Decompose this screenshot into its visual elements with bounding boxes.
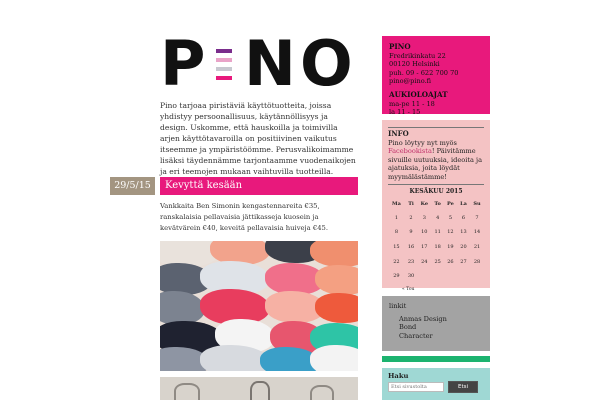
search-box (382, 368, 490, 400)
links-box (382, 296, 490, 351)
calendar-week (388, 255, 484, 270)
email-line[interactable]: pino@pino.fi (389, 77, 432, 86)
address-line: Fredrikinkatu 22 (389, 51, 446, 60)
calendar-day: 18 (434, 243, 441, 250)
shoes-photo[interactable] (160, 241, 358, 371)
calendar-day: 13 (460, 229, 467, 236)
calendar-day: 25 (434, 258, 441, 265)
calendar-day: 14 (473, 229, 481, 236)
facebook-link[interactable]: Facebookista (388, 147, 432, 156)
calendar (388, 198, 484, 284)
calendar-day: 11 (434, 229, 441, 236)
calendar-title: KESÄKUU 2015 (409, 187, 463, 195)
calendar-weekday: Su (473, 201, 481, 208)
intro-text: Pino tarjoaa piristäviä käyttötuotteita, joissa yhdistyy persoonallisuus, käytännöllisyys ja design. Uskomme, että hauskoilla ja toimivilla arjen käyttötavaroilla on positiivinen vaikutus itseemme ja ympäristöömme. Perusvalikoimamme lisäksi täydennämme tarjontaamme vuodenaikojen ja eri teemojen mukaan vaihtuvilla tuotteilla. (160, 101, 356, 176)
post-body: Vankkaita Ben Simonin kengastennareita €35, ranskalaisia pellavaisia jättikasseja kuosein ja kevätvärein €40, keveitä pellavaisia huiveja €45. (160, 202, 329, 232)
contact-title: PINO (389, 42, 411, 51)
calendar-day: 29 (393, 273, 400, 280)
post-date: 29/5/15 (110, 177, 155, 195)
calendar-weekday: Ma (392, 201, 401, 208)
calendar-week (388, 211, 484, 226)
calendar-day: 22 (393, 258, 400, 265)
calendar-day: 28 (473, 258, 481, 265)
info-text-after: ! Päivitämme sivuille uutuuksia, ideoita ja ajatuksia, joita löydät myymälästämme! (388, 147, 482, 181)
bags-photo[interactable] (160, 377, 358, 400)
hours-saturday: la 11 - 15 (389, 108, 421, 117)
calendar-weekday: La (460, 201, 467, 208)
calendar-day: 6 (461, 214, 466, 221)
info-text-before: Pino löytyy nyt myös (388, 138, 457, 147)
calendar-day: 4 (436, 214, 440, 221)
divider (388, 127, 484, 128)
calendar-day: 30 (407, 273, 415, 280)
logo-letter-p: P (160, 27, 206, 100)
calendar-day: 20 (460, 243, 467, 250)
calendar-week (388, 269, 484, 284)
link-bond[interactable]: Bond (399, 323, 417, 332)
logo-bar (216, 58, 232, 62)
calendar-week (388, 240, 484, 255)
calendar-weekday: Ti (408, 201, 414, 208)
calendar-day: 26 (447, 258, 454, 265)
link-anmas-design[interactable]: Anmas Design (399, 314, 447, 323)
calendar-day: 21 (473, 243, 481, 250)
contact-box (382, 36, 490, 117)
hours-weekdays: ma-pe 11 - 18 (389, 99, 435, 108)
search-button[interactable]: Etsi (448, 381, 478, 393)
logo-letter-n: N (244, 27, 296, 100)
calendar-day: 24 (421, 258, 428, 265)
calendar-weekday: To (434, 201, 441, 208)
postal-line: 00120 Helsinki (389, 60, 440, 69)
search-title: Haku (388, 372, 409, 380)
calendar-day: 15 (393, 243, 400, 250)
search-input[interactable] (388, 382, 444, 392)
pino-logo[interactable] (160, 27, 358, 100)
calendar-day (417, 269, 431, 284)
calendar-day: 16 (407, 243, 415, 250)
post-title[interactable]: Kevyttä kesään (160, 177, 358, 195)
logo-bar (216, 49, 232, 53)
links-title: linkit (389, 302, 407, 310)
calendar-day (444, 269, 457, 284)
logo-bar (216, 76, 232, 80)
calendar-day (470, 269, 484, 284)
calendar-weekday: Ke (420, 201, 428, 208)
calendar-weekday: Pe (447, 201, 454, 208)
info-box (382, 120, 490, 292)
calendar-day: 2 (409, 214, 413, 221)
logo-bar (216, 67, 232, 71)
calendar-day: 7 (475, 214, 479, 221)
hours-title: AUKIOLOAJAT (389, 89, 448, 99)
link-character[interactable]: Character (399, 331, 433, 340)
calendar-day: 23 (407, 258, 415, 265)
calendar-day: 9 (409, 229, 413, 236)
calendar-week (388, 225, 484, 240)
calendar-day: 10 (421, 229, 428, 236)
calendar-day: 5 (448, 214, 453, 221)
calendar-day: 12 (447, 229, 454, 236)
calendar-day: 27 (460, 258, 467, 265)
calendar-day (457, 269, 470, 284)
calendar-day: 3 (422, 214, 426, 221)
divider-bar (382, 356, 490, 362)
calendar-day: 1 (394, 214, 399, 221)
links-list (399, 315, 483, 341)
calendar-day: 17 (421, 243, 428, 250)
phone-line: puh. 09 - 622 700 70 (389, 68, 459, 77)
logo-letter-o: O (300, 27, 353, 100)
divider (388, 184, 484, 185)
info-title: INFO (388, 129, 409, 138)
calendar-day: 19 (447, 243, 454, 250)
calendar-day (431, 269, 443, 284)
calendar-prev-link[interactable]: « Tou (402, 286, 415, 292)
info-text (388, 139, 484, 182)
calendar-day: 8 (394, 229, 399, 236)
